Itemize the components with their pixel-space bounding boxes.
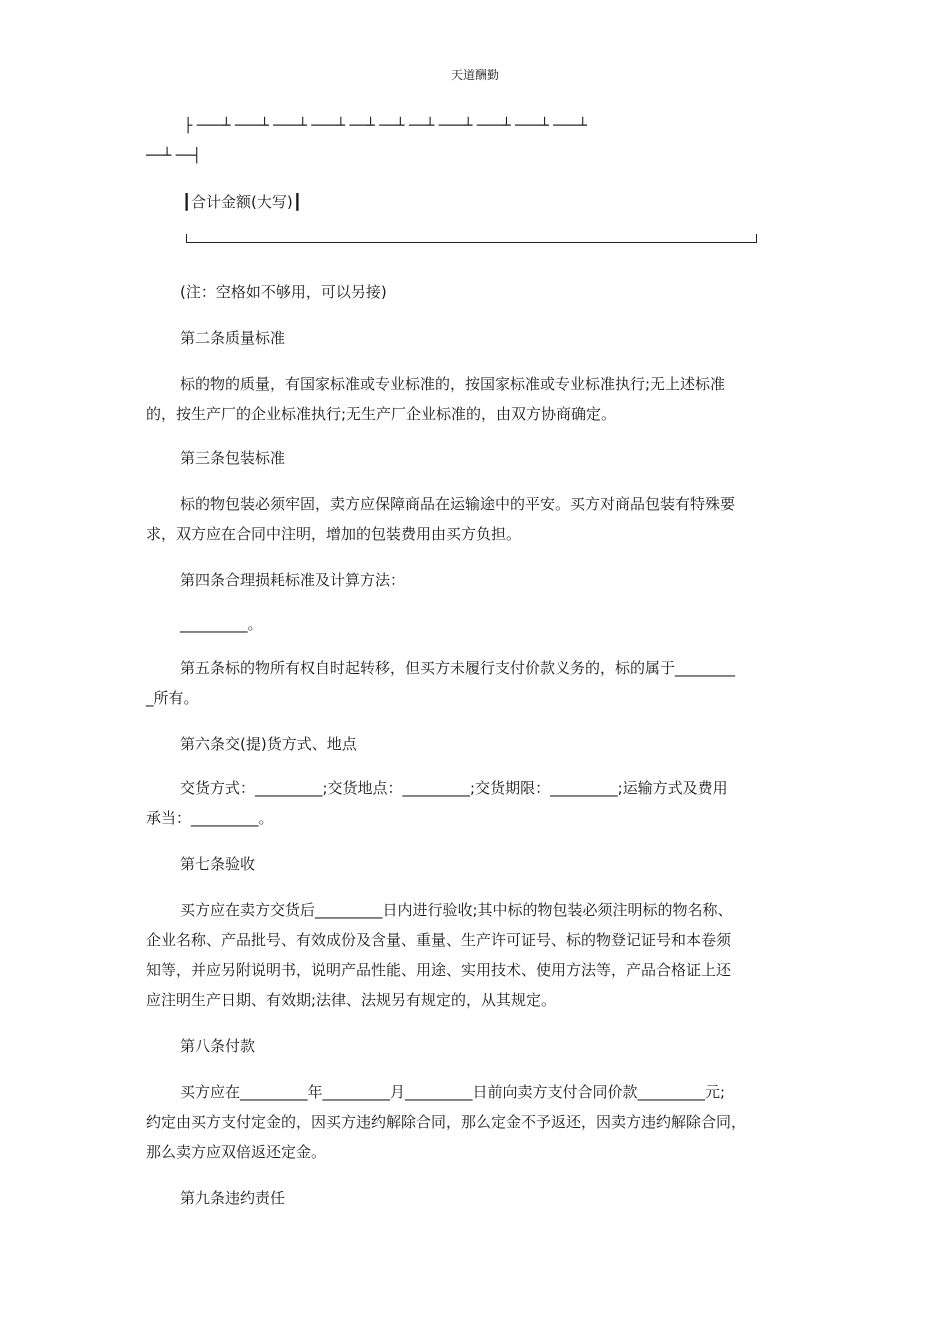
- total-amount-row: ┃合计金额(大写)┃: [182, 193, 302, 211]
- section-3-title: 第三条包装标准: [180, 449, 286, 467]
- table-border-row: ├ ───┴ ───┴ ───┴ ───┴ ──┴ ──┴ ──┴ ───┴ ───┴ ───┴ ───┴: [184, 118, 587, 134]
- section-4-blank: _________。: [180, 615, 263, 633]
- section-7-paragraph: 买方应在卖方交货后_________日内进行验收;其中标的物包装必须注明标的物名称、: [180, 901, 733, 919]
- page-header: 天道酬勤: [450, 68, 499, 82]
- section-6-paragraph: 承当：_________。: [146, 809, 274, 827]
- section-8-paragraph: 买方应在_________年_________月_________日前向卖方支付合同价款_________元;: [180, 1083, 726, 1101]
- section-5-paragraph: 第五条标的物所有权自时起转移，但买方未履行支付价款义务的，标的属于________: [180, 659, 736, 677]
- table-bottom-border: [186, 242, 756, 243]
- section-6-paragraph: 交货方式：_________;交货地点：_________;交货期限：_________;运输方式及费用: [180, 779, 728, 797]
- section-7-title: 第七条验收: [180, 855, 256, 873]
- table-border-row: ──┴ ──┤: [146, 148, 202, 164]
- section-7-paragraph: 企业名称、产品批号、有效成份及含量、重量、生产许可证号、标的物登记证号和本卷须: [146, 931, 732, 949]
- table-note: (注：空格如不够用，可以另接): [180, 283, 387, 301]
- section-8-paragraph: 那么卖方应双倍返还定金。: [146, 1143, 327, 1161]
- section-2-paragraph: 标的物的质量，有国家标准或专业标准的，按国家标准或专业标准执行;无上述标准: [180, 375, 726, 393]
- table-bottom-right-corner: [756, 234, 757, 243]
- section-8-title: 第八条付款: [180, 1037, 256, 1055]
- section-3-paragraph: 标的物包装必须牢固，卖方应保障商品在运输途中的平安。买方对商品包装有特殊要: [180, 495, 736, 513]
- section-9-title: 第九条违约责任: [180, 1189, 286, 1207]
- section-7-paragraph: 知等，并应另附说明书，说明产品性能、用途、实用技术、使用方法等，产品合格证上还: [146, 961, 732, 979]
- section-2-paragraph: 的，按生产厂的企业标准执行;无生产厂企业标准的，由双方协商确定。: [146, 405, 617, 423]
- section-3-paragraph: 求，双方应在合同中注明，增加的包装费用由买方负担。: [146, 525, 522, 543]
- section-4-title: 第四条合理损耗标准及计算方法：: [180, 571, 406, 589]
- section-7-paragraph: 应注明生产日期、有效期;法律、法规另有规定的，从其规定。: [146, 991, 557, 1009]
- section-8-paragraph: 约定由买方支付定金的，因买方违约解除合同，那么定金不予返还，因卖方违约解除合同，: [146, 1113, 747, 1131]
- section-6-title: 第六条交(提)货方式、地点: [180, 735, 357, 753]
- section-5-paragraph: _所有。: [146, 689, 199, 707]
- section-2-title: 第二条质量标准: [180, 329, 286, 347]
